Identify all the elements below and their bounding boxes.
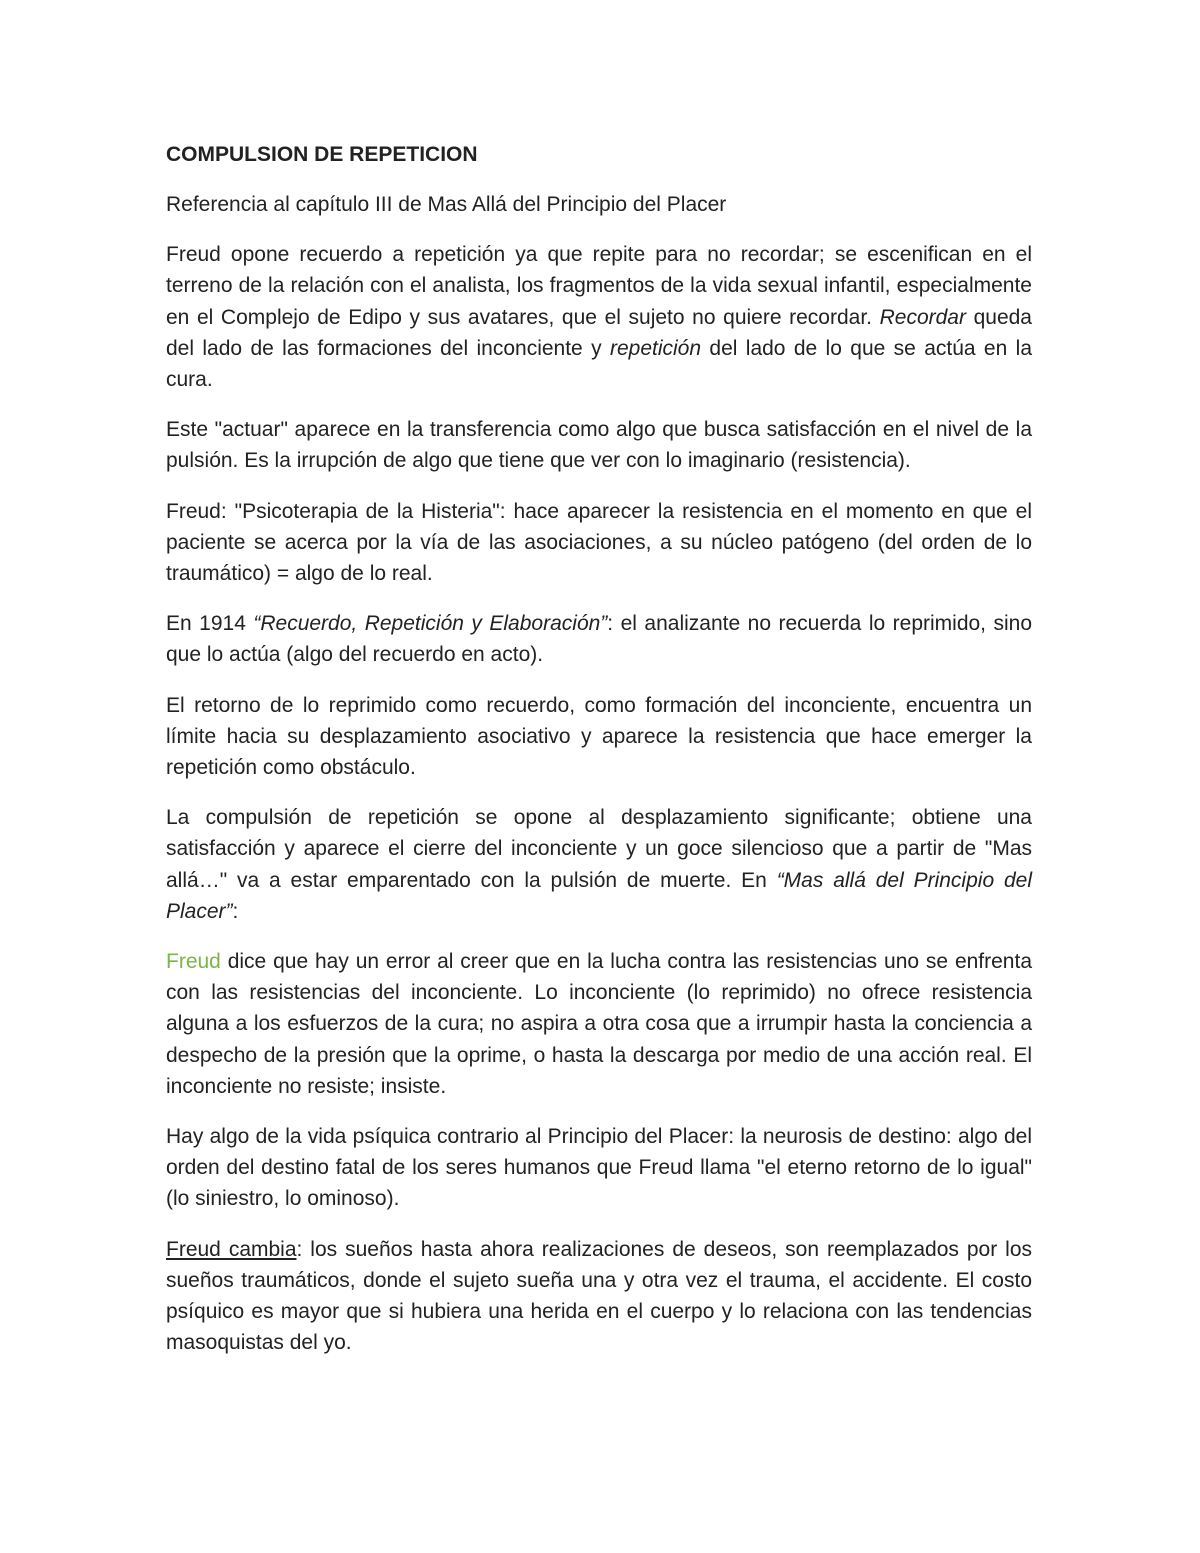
paragraph-1-text-c: queda del lado de las formaciones del inconciente y (166, 305, 1032, 360)
paragraph-4-text-a: En 1914 (166, 612, 254, 636)
paragraph-2: Este "actuar" aparece en la transferencia como algo que busca satisfacción en el nivel de la pulsión. Es la irrupción de algo que tiene que ver con lo imaginario (resistencia). (166, 418, 1032, 473)
paragraph-1-text-a: Freud opone recuerdo a repetición ya que repite para no recordar; se escenifican en el terreno de la relación con el analista, los fragmentos de la vida sexual infantil, especialmente en el Complejo de Edipo y sus avatares, que el sujeto no quiere recordar. (166, 243, 1032, 329)
document-page (166, 139, 1032, 1378)
paragraph-7 (166, 946, 1032, 1102)
document-subtitle: Referencia al capítulo III de Mas Allá del Principio del Placer (166, 193, 727, 216)
paragraph-5: El retorno de lo reprimido como recuerdo, como formación del inconciente, encuentra un límite hacia su desplazamiento asociativo y aparece la resistencia que hace emerger la repetición como obstáculo. (166, 693, 1032, 780)
paragraph-6-text-a: La compulsión de repetición se opone al desplazamiento significante; obtiene una satisfacción y aparece el cierre del inconciente y un goce silencioso que a partir de "Mas allá…" va a estar emparentado con la pulsión de muerte. En (166, 806, 1032, 892)
paragraph-8: Hay algo de la vida psíquica contrario al Principio del Placer: la neurosis de destino: algo del orden del destino fatal de los seres humanos que Freud llama "el eterno retorno de lo igual" (lo siniestro, lo ominoso). (166, 1125, 1032, 1211)
paragraph-9-underlined-freud-cambia: Freud cambia (166, 1237, 297, 1261)
paragraph-7-text-b: dice que hay un error al creer que en la lucha contra las resistencias uno se enfrenta con las resistencias del inconciente. Lo inconciente (lo reprimido) no ofrece resistencia alguna a los esfuerzos de la cura; no aspira a otra cosa que a irrumpir hasta la conciencia a despecho de la presión que la oprime, o hasta la descarga por medio de una acción real. El inconciente no resiste; insiste. (166, 950, 1032, 1098)
paragraph-4-italic-title: “Recuerdo, Repetición y Elaboración” (253, 612, 608, 636)
paragraph-1-italic-repeticion: repetición (609, 336, 702, 360)
paragraph-3: Freud: "Psicoterapia de la Histeria": hace aparecer la resistencia en el momento en que el paciente se acerca por la vía de las asociaciones, a su núcleo patógeno (del orden de lo traumático) = algo de lo real. (166, 499, 1032, 586)
paragraph-9-text-b: : los sueños hasta ahora realizaciones de deseos, son reemplazados por los sueños traumáticos, donde el sujeto sueña una y otra vez el trauma, el accidente. El costo psíquico es mayor que si hubiera una herida en el cuerpo y lo relaciona con las tendencias masoquistas del yo. (166, 1237, 1032, 1355)
paragraph-6-text-c: : (232, 899, 239, 923)
paragraph-4-text-c: : el analizante no recuerda lo reprimido, sino que lo actúa (algo del recuerdo en acto). (166, 612, 1033, 667)
paragraph-6-italic-title: “Mas allá del Principio del Placer” (166, 868, 1032, 923)
paragraph-1-text-e: del lado de lo que se actúa en la cura. (166, 336, 1032, 392)
paragraph-4 (166, 608, 1032, 670)
document-title: COMPULSION DE REPETICION (166, 143, 478, 166)
paragraph-6 (166, 802, 1032, 927)
paragraph-1-italic-recordar: Recordar (879, 305, 966, 329)
paragraph-9 (166, 1234, 1032, 1359)
paragraph-7-green-freud: Freud (166, 950, 221, 974)
paragraph-1 (166, 239, 1032, 395)
